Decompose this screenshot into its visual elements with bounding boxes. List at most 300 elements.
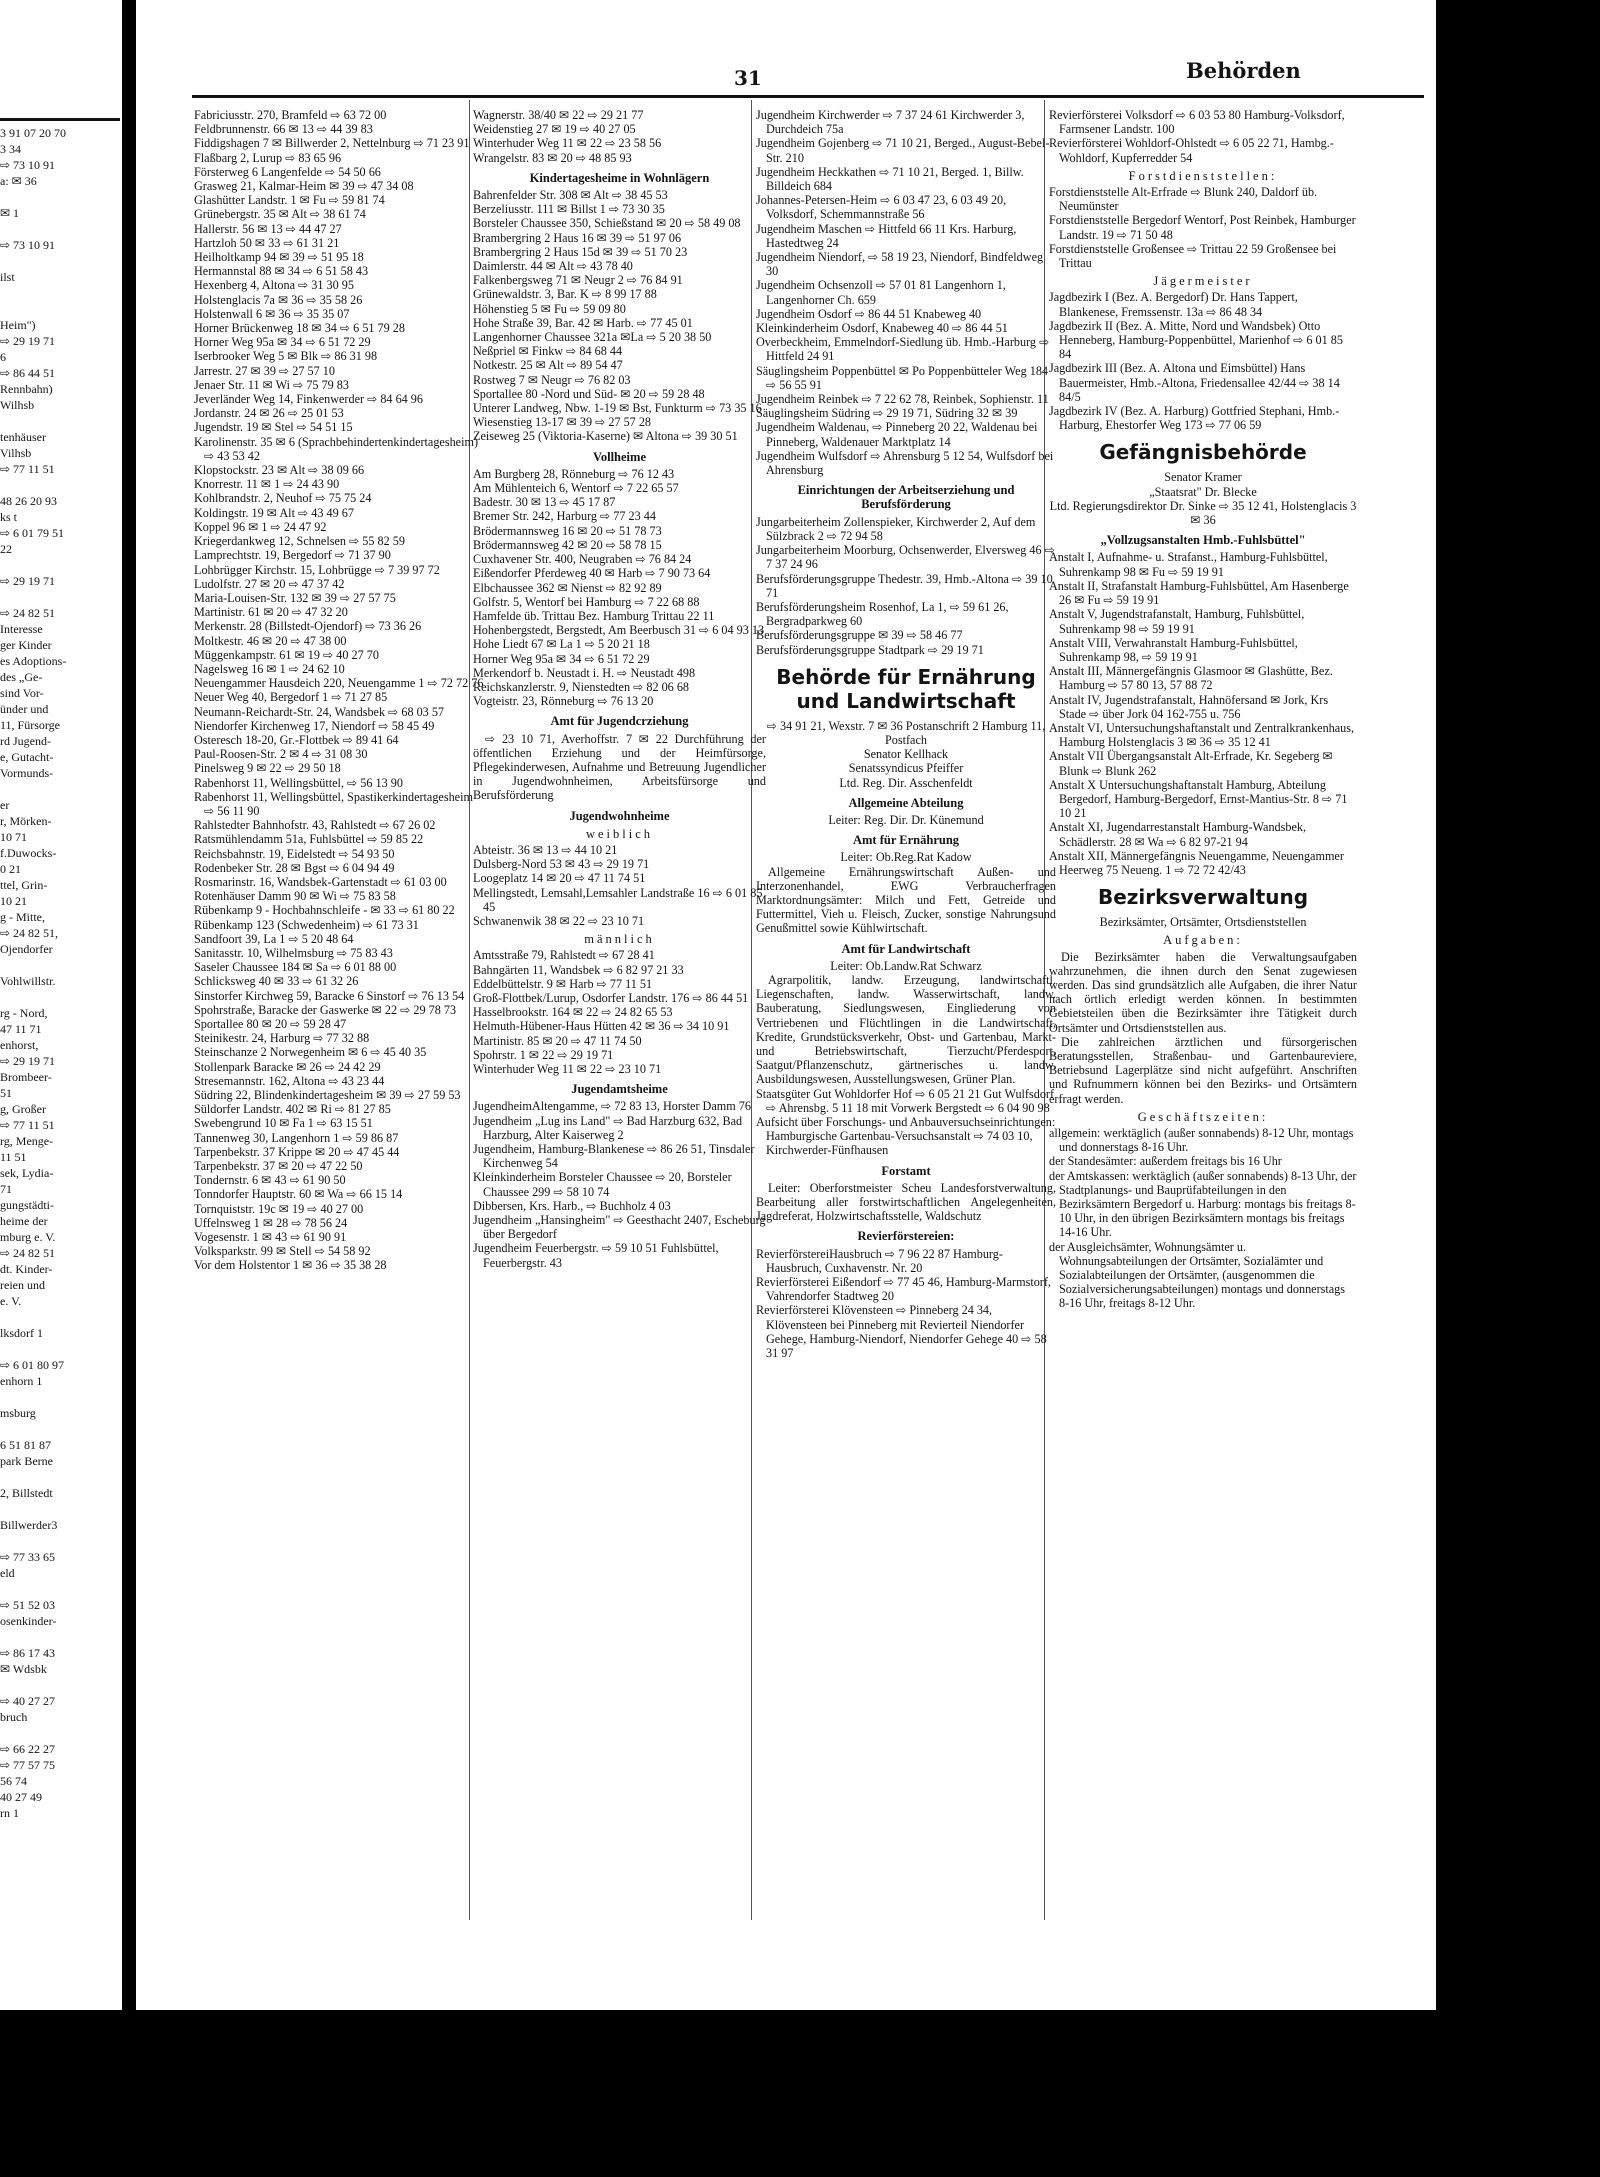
address-list — [473, 1099, 766, 1269]
left-strip-line — [0, 1629, 120, 1645]
address-entry: Eddelbüttelstr. 9 ✉ Harb ⇨ 77 11 51 — [473, 976, 653, 991]
address-list — [194, 108, 486, 1273]
address-entry: Fabriciusstr. 270, Bramfeld ⇨ 63 72 00 — [194, 108, 387, 122]
left-strip-line: ⇨ 6 01 79 51 — [0, 526, 65, 540]
address-entry: Jagdbezirk III (Bez. A. Altona und Eimsbüttel) Hans Bauermeister, Hmb.-Altona, Friedensallee 42/44 ⇨ 38 14 84/5 — [1049, 361, 1340, 404]
left-strip-line: ⇨ 77 11 51 — [0, 462, 55, 476]
left-strip-line: 6 51 81 87 — [0, 1438, 51, 1452]
left-strip-line: ⇨ 73 10 91 — [0, 158, 56, 172]
subsection-heading: männlich — [584, 932, 655, 947]
address-entry: Jugendheim Feuerbergstr. ⇨ 59 10 51 Fuhlsbüttel, Feuerbergstr. 43 — [473, 1241, 719, 1270]
description-paragraph: Agrarpolitik, landw. Erzeugung, landwirtschaftl. Liegenschaften, landw. Wasserwirtschaft, landw. Bauberatung, Siedlungswesen, Eingliederung von Vertriebenen und Flüchtlingen in die Landwirtschaft, Kredite, Grundstücksverkehr, Obst- und Gartenbau, Markt- und Betriebswirtschaft, Tierzucht/Pferdesport, Saatgut/Pflanzenschutz, gärtnerisches u. landw. Ausbildungswesen, Ausstellungswesen, Grüner Plan. — [756, 972, 1056, 1087]
left-strip-line: ünder und — [0, 702, 49, 716]
address-entry: Fiddigshagen 7 ✉ Billwerder 2, Nettelnburg ⇨ 71 23 91 — [194, 136, 470, 151]
left-strip-line: f.Duwocks- — [0, 846, 57, 860]
left-strip-line: Brombeer- — [0, 1070, 52, 1084]
address-entry: Ludolfstr. 27 ✉ 20 ⇨ 47 37 42 — [194, 576, 345, 591]
address-entry: Jugendheim Kirchwerder ⇨ 7 37 24 61 Kirchwerder 3, Durchdeich 75a — [756, 108, 1025, 137]
left-strip-line — [0, 413, 120, 429]
left-strip-line: ⇨ 29 19 71 — [0, 334, 56, 348]
address-entry: Jugendheim Wulfsdorf ⇨ Ahrensburg 5 12 54, Wulfsdorf bei Ahrensburg — [756, 448, 1054, 478]
address-entry: Brambergring 2 Haus 16 ✉ 39 ⇨ 51 97 06 — [473, 230, 682, 245]
address-entry: Klopstockstr. 23 ✉ Alt ⇨ 38 09 66 — [194, 463, 365, 478]
address-entry: Tondernstr. 6 ✉ 43 ⇨ 61 90 50 — [194, 1173, 346, 1188]
address-entry: Eißendorfer Pferdeweg 40 ✉ Harb ⇨ 7 90 73 64 — [473, 566, 711, 581]
address-entry: Jagdbezirk IV (Bez. A. Harburg) Gottfried Stephani, Hmb.-Harburg, Ehestorfer Weg 173 ⇨ 77 06 59 — [1049, 404, 1340, 433]
address-entry: Anstalt XII, Männergefängnis Neuengamme, Neuengammer Heerweg 75 Neueng. 1 ⇨ 72 72 42/43 — [1049, 848, 1344, 877]
address-entry: Am Mühlenteich 6, Wentorf ⇨ 7 22 65 57 — [473, 481, 679, 496]
address-entry: Anstalt I, Aufnahme- u. Strafanst., Hamburg-Fuhlsbüttel, Suhrenkamp 98 ✉ Fu ⇨ 59 19 91 — [1049, 550, 1328, 579]
left-strip-line: rd Jugend- — [0, 734, 51, 748]
address-entry: Neuer Weg 40, Bergedorf 1 ⇨ 71 27 85 — [194, 690, 388, 705]
subsection-heading: Aufgaben: — [1163, 933, 1243, 948]
left-strip-line: 10 71 — [0, 830, 27, 844]
address-entry: Hamfelde üb. Trittau Bez. Hamburg Trittau 22 11 — [473, 608, 715, 623]
section-heading: „Vollzugsanstalten Hmb.-Fuhlsbüttel" — [1100, 533, 1306, 548]
left-strip-line: 48 26 20 93 — [0, 494, 57, 508]
directory-page — [136, 0, 1436, 2010]
leader-line: Leiter: Ob.Landw.Rat Schwarz — [830, 958, 982, 973]
official-line: Senator Kramer — [1164, 470, 1242, 485]
address-entry: Säuglingsheim Poppenbüttel ✉ Po Poppenbütteler Weg 184 ⇨ 56 55 91 — [756, 363, 1049, 392]
left-strip-line: 11 51 — [0, 1150, 27, 1164]
address-list — [756, 108, 1056, 477]
scan-background — [0, 2010, 1600, 2177]
address-list — [473, 843, 766, 928]
address-entry: Heilholtkamp 94 ✉ 39 ⇨ 51 95 18 — [194, 250, 364, 265]
address-entry: Merkendorf b. Neustadt i. H. ⇨ Neustadt 498 — [473, 665, 696, 680]
address-entry: Revierförsterei Klövensteen ⇨ Pinneberg 24 34, Klövensteen bei Pinneberg mit Revierteil Niendorfer Gehege, Hamburg-Niendorf, Niendorfer Gehege 40 ⇨ 58 31 97 — [756, 1303, 1047, 1361]
left-strip-line — [0, 781, 120, 797]
address-entry: Zeiseweg 25 (Viktoria-Kaserne) ✉ Altona ⇨ 39 30 51 — [473, 429, 738, 444]
address-entry: Rotenhäuser Damm 90 ✉ Wi ⇨ 75 83 58 — [194, 889, 396, 904]
contact-line: ⇨ 34 91 21, Wexstr. 7 ✉ 36 Postanschrift 2 Hamburg 11, Postfach — [766, 718, 1046, 747]
address-entry: Koldingstr. 19 ✉ Alt ⇨ 43 49 67 — [194, 505, 354, 520]
address-entry: Staatsgüter Gut Wohldorfer Hof ⇨ 6 05 21 21 Gut Wulfsdorf ⇨ Ahrensbg. 5 11 18 mit Vorwerk Bergstedt ⇨ 6 04 90 98 — [756, 1086, 1055, 1115]
left-strip-line: 47 11 71 — [0, 1022, 42, 1036]
column-2 — [473, 108, 766, 1988]
section-heading: Allgemeine Abteilung — [848, 795, 964, 810]
address-entry: Vogteistr. 23, Rönneburg ⇨ 76 13 20 — [473, 694, 654, 709]
section-heading: Vollheime — [592, 449, 646, 464]
address-entry: Bahrenfelder Str. 308 ✉ Alt ⇨ 38 45 53 — [473, 188, 668, 203]
address-entry: Hallerstr. 56 ✉ 13 ⇨ 44 47 27 — [194, 221, 342, 236]
address-entry: Hohe Straße 39, Bar. 42 ✉ Harb. ⇨ 77 45 01 — [473, 315, 693, 330]
address-list — [1049, 290, 1357, 432]
address-list — [473, 108, 766, 165]
address-entry: Brödermannsweg 42 ✉ 20 ⇨ 58 78 15 — [473, 537, 662, 552]
address-entry: Berzeliusstr. 111 ✉ Billst 1 ⇨ 73 30 35 — [473, 202, 665, 217]
left-strip-line: rn 1 — [0, 1806, 19, 1820]
address-entry: Sinstorfer Kirchweg 59, Baracke 6 Sinstorf ⇨ 76 13 54 — [194, 988, 465, 1003]
address-entry: Reichsbahnstr. 19, Eidelstedt ⇨ 54 93 50 — [194, 846, 395, 861]
left-strip-line — [0, 1341, 120, 1357]
address-entry: Martinistr. 85 ✉ 20 ⇨ 47 11 74 50 — [473, 1033, 642, 1048]
address-entry: Berufsförderungsgruppe Stadtpark ⇨ 29 19 71 — [756, 642, 984, 657]
left-strip-line — [0, 301, 120, 317]
left-strip-line: ✉ Wdsbk — [0, 1662, 47, 1676]
left-strip-line: 2, Billstedt — [0, 1486, 53, 1500]
subsection-heading: Geschäftszeiten: — [1137, 1109, 1269, 1124]
left-strip-line — [0, 285, 120, 301]
address-entry: Nagelsweg 16 ✉ 1 ⇨ 24 62 10 — [194, 661, 345, 676]
address-entry: Jugendheim Gojenberg ⇨ 71 10 21, Berged., August-Bebel-Str. 210 — [756, 136, 1050, 165]
address-entry: Wagnerstr. 38/40 ✉ 22 ⇨ 29 21 77 — [473, 108, 644, 122]
address-entry: Loogeplatz 14 ✉ 20 ⇨ 47 11 74 51 — [473, 871, 646, 886]
address-entry: Jugendheim, Hamburg-Blankenese ⇨ 86 26 51, Tinsdaler Kirchenweg 54 — [473, 1142, 755, 1171]
description-paragraph: Die Bezirksämter haben die Verwaltungsaufgaben wahrzunehmen, die ihnen durch den Senat zugewiesen werden. Das sind grundsätzlich alle Aufgaben, die ihrer Natur nach örtlich erledigt werden können. In bestimmten Gebietsteilen üben die Bezirksämter ihre Tätigkeit durch Ortsämter und Ortsdienststellen aus. — [1049, 949, 1357, 1035]
address-entry: Hartzloh 50 ✉ 33 ⇨ 61 31 21 — [194, 235, 340, 250]
address-entry: Overbeckheim, Emmelndorf-Siedlung üb. Hmb.-Harburg ⇨ Hittfeld 24 91 — [756, 335, 1050, 364]
subsection-heading: weiblich — [585, 826, 654, 841]
column-3 — [756, 108, 1056, 1988]
left-strip-line: 10 21 — [0, 894, 27, 908]
address-entry: Stresemannstr. 162, Altona ⇨ 43 23 44 — [194, 1073, 385, 1088]
left-strip-line: es Adoptions- — [0, 654, 67, 668]
address-entry: RevierförstereiHausbruch ⇨ 7 96 22 87 Hamburg-Hausbruch, Cuxhavenstr. Nr. 20 — [756, 1246, 1003, 1275]
address-entry: Forstdienststelle Alt-Erfrade ⇨ Blunk 240, Daldorf üb. Neumünster — [1049, 185, 1318, 214]
address-entry: Unterer Landweg, Nbw. 1-19 ✉ Bst, Funkturm ⇨ 73 35 16 — [473, 401, 762, 416]
address-entry: Spohrstr. 1 ✉ 22 ⇨ 29 19 71 — [473, 1047, 614, 1062]
header-rule — [192, 95, 1424, 98]
address-entry: Winterhuder Weg 11 ✉ 22 ⇨ 23 58 56 — [473, 136, 662, 151]
address-entry: Rabenhorst 11, Wellingsbüttel, Spastikerkindertagesheim ⇨ 56 11 90 — [194, 789, 473, 818]
address-entry: Rübenkamp 123 (Schwedenheim) ⇨ 61 73 31 — [194, 917, 419, 932]
leader-line: Leiter: Reg. Dir. Dr. Künemund — [828, 812, 984, 827]
address-entry: Neßpriel ✉ Finkw ⇨ 84 68 44 — [473, 344, 623, 359]
left-strip-line: 56 74 — [0, 1774, 27, 1788]
left-page-text-strip — [0, 125, 120, 1821]
address-entry: Rosmarinstr. 16, Wandsbek-Gartenstadt ⇨ 61 03 00 — [194, 874, 447, 889]
left-strip-line: enhorn 1 — [0, 1374, 43, 1388]
left-strip-line: 71 — [0, 1182, 12, 1196]
left-strip-line: ⇨ 29 19 71 — [0, 574, 56, 588]
address-entry: Saseler Chaussee 184 ✉ Sa ⇨ 6 01 88 00 — [194, 960, 397, 975]
left-strip-line — [0, 1725, 120, 1741]
address-entry: Jugendheim „Lug ins Land" ⇨ Bad Harzburg 632, Bad Harzburg, Alter Kaiserweg 2 — [473, 1113, 743, 1142]
left-strip-line — [0, 477, 120, 493]
address-entry: Horner Weg 95a ✉ 34 ⇨ 6 51 72 29 — [194, 335, 371, 350]
section-heading: Jugendwohnheime — [569, 808, 670, 823]
address-entry: Revierförsterei Volksdorf ⇨ 6 03 53 80 Hamburg-Volksdorf, Farmsener Landstr. 100 — [1049, 108, 1345, 137]
address-entry: Rahlstedter Bahnhofstr. 43, Rahlstedt ⇨ 67 26 02 — [194, 818, 436, 833]
left-strip-line: eld — [0, 1566, 15, 1580]
address-entry: Jugendheim Waldenau, ⇨ Pinneberg 20 22, Waldenau bei Pinneberg, Waldenauer Marktplatz 14 — [756, 420, 1038, 449]
left-strip-line: ⇨ 86 44 51 — [0, 366, 56, 380]
left-strip-line: a: ✉ 36 — [0, 174, 37, 188]
address-entry: Bahngärten 11, Wandsbek ⇨ 6 82 97 21 33 — [473, 962, 684, 977]
section-heading: Amt für Jugendcrziehung — [550, 714, 689, 729]
left-strip-line: lksdorf 1 — [0, 1326, 43, 1340]
address-entry: Jenaer Str. 11 ✉ Wi ⇨ 75 79 83 — [194, 377, 349, 392]
address-entry: Berufsförderungsheim Rosenhof, La 1, ⇨ 59 61 26, Bergradparkweg 60 — [756, 599, 1009, 629]
section-heading: Amt für Ernährung — [852, 833, 960, 848]
left-strip-line: ⇨ 24 82 51 — [0, 1246, 56, 1260]
left-strip-line — [0, 1533, 120, 1549]
left-strip-line: er — [0, 798, 10, 812]
left-strip-line: ilst — [0, 270, 15, 284]
address-entry: Jugendheim Reinbek ⇨ 7 22 62 78, Reinbek, Sophienstr. 11 — [756, 392, 1049, 407]
subsection-heading: Forstdienststellen: — [1128, 168, 1278, 183]
address-entry: Forstdienststelle Großensee ⇨ Trittau 22 59 Großensee bei Trittau — [1049, 241, 1337, 271]
address-entry: Wiesenstieg 13-17 ✉ 39 ⇨ 27 57 28 — [473, 415, 652, 430]
subtitle-line: Bezirksämter, Ortsämter, Ortsdienststellen — [1099, 915, 1307, 930]
address-entry: Grünebergstr. 35 ✉ Alt ⇨ 38 61 74 — [194, 207, 366, 222]
left-strip-line: ⇨ 73 10 91 — [0, 238, 56, 252]
address-entry: Amtsstraße 79, Rahlstedt ⇨ 67 28 41 — [473, 948, 655, 963]
address-entry: Lamprechtstr. 19, Bergedorf ⇨ 71 37 90 — [194, 548, 391, 563]
address-entry: Am Burgberg 28, Rönneburg ⇨ 76 12 43 — [473, 466, 675, 481]
address-entry: Karolinenstr. 35 ✉ 6 (Sprachbehindertenkindertagesheim) ⇨ 43 53 42 — [194, 434, 479, 463]
address-entry: Höhenstieg 5 ✉ Fu ⇨ 59 09 80 — [473, 301, 626, 316]
address-entry: Grasweg 21, Kalmar-Heim ✉ 39 ⇨ 47 34 08 — [194, 179, 414, 194]
left-strip-line — [0, 957, 120, 973]
description-paragraph: ⇨ 23 10 71, Averhoffstr. 7 ✉ 22 Durchführung der öffentlichen Erziehung und der Heimfürsorge, Pflegekinderwesen, Aufnahme und Betreuung Jugendlicher in Jugendwohnheimen, Arbeitsfürsorge und Berufsförderung — [473, 731, 766, 803]
address-entry: Abteistr. 36 ✉ 13 ⇨ 44 10 21 — [473, 842, 618, 857]
left-strip-line — [0, 557, 120, 573]
left-strip-line — [0, 589, 120, 605]
address-entry: Jeverländer Weg 14, Finkenwerder ⇨ 84 64 96 — [194, 392, 423, 407]
left-strip-line: ⇨ 40 27 27 — [0, 1694, 56, 1708]
left-strip-line: Rennbahn) — [0, 382, 53, 396]
left-strip-line: r, Mörken- — [0, 814, 52, 828]
address-entry: der Amtskassen: werktäglich (außer sonnabends) 8-13 Uhr, der Stadtplanungs- und Bauprüfabteilungen in den Bezirksämtern Bergedorf u. Harburg: montags bis freitags 8-10 Uhr, in den übrigen Bezirksämtern montags bis freitags 14-16 Uhr. — [1049, 1168, 1357, 1240]
left-strip-line: dt. Kinder- — [0, 1262, 53, 1276]
left-strip-line: e, Gutacht- — [0, 750, 54, 764]
address-entry: Maria-Louisen-Str. 132 ✉ 39 ⇨ 27 57 75 — [194, 590, 396, 605]
left-page-rule — [0, 118, 120, 121]
official-line: „Staatsrat" Dr. Blecke — [1149, 484, 1257, 499]
address-entry: Winterhuder Weg 11 ✉ 22 ⇨ 23 10 71 — [473, 1062, 662, 1076]
address-entry: Jugendheim „Hansingheim" ⇨ Geesthacht 2407, Escheburg über Bergedorf — [473, 1213, 766, 1242]
left-strip-line: ⇨ 66 22 27 — [0, 1742, 56, 1756]
address-entry: Spohrstraße, Baracke der Gaswerke ✉ 22 ⇨ 29 78 73 — [194, 1002, 457, 1017]
left-page-edge — [0, 0, 122, 2010]
scan-background — [1436, 0, 1600, 2177]
official-line: Senatssyndicus Pfeiffer — [848, 761, 964, 776]
address-entry: Daimlerstr. 44 ✉ Alt ⇨ 43 78 40 — [473, 259, 633, 274]
address-entry: Rabenhorst 11, Wellingsbüttel, ⇨ 56 13 90 — [194, 775, 403, 790]
address-entry: Groß-Flottbek/Lurup, Osdorfer Landstr. 176 ⇨ 86 44 51 — [473, 990, 749, 1005]
left-strip-line: ✉ 1 — [0, 206, 20, 220]
address-entry: Holstenglacis 7a ✉ 36 ⇨ 35 58 26 — [194, 292, 363, 307]
address-list — [756, 1247, 1056, 1361]
address-entry: allgemein: werktäglich (außer sonnabends) 8-12 Uhr, montags und donnerstags 8-16 Uhr. — [1049, 1126, 1354, 1155]
left-strip-line: reien und — [0, 1278, 45, 1292]
address-entry: Horner Brückenweg 18 ✉ 34 ⇨ 6 51 79 28 — [194, 321, 405, 336]
address-entry: Jugendheim Heckkathen ⇨ 71 10 21, Berged. 1, Billw. Billdeich 684 — [756, 164, 1024, 194]
address-entry: Süldorfer Landstr. 402 ✉ Ri ⇨ 81 27 85 — [194, 1102, 391, 1117]
left-strip-line — [0, 1389, 120, 1405]
address-entry: Anstalt XI, Jugendarrestanstalt Hamburg-Wandsbek, Schädlerstr. 28 ✉ Wa ⇨ 6 82 97-21 94 — [1049, 820, 1307, 849]
left-strip-line: Heim") — [0, 318, 36, 332]
left-strip-line: 0 21 — [0, 862, 21, 876]
left-strip-line: tenhäuser — [0, 430, 46, 444]
address-entry: Kohlbrandstr. 2, Neuhof ⇨ 75 75 24 — [194, 491, 372, 506]
left-strip-line: ⇨ 77 57 75 — [0, 1758, 56, 1772]
address-entry: Tarpenbekstr. 37 ✉ 20 ⇨ 47 22 50 — [194, 1159, 363, 1174]
left-strip-line: ⇨ 77 11 51 — [0, 1118, 55, 1132]
address-entry: Horner Weg 95a ✉ 34 ⇨ 6 51 72 29 — [473, 651, 650, 666]
address-entry: Tannenweg 30, Langenhorn 1 ⇨ 59 86 87 — [194, 1130, 399, 1145]
address-list — [473, 188, 766, 444]
address-entry: Revierförsterei Eißendorf ⇨ 77 45 46, Hamburg-Marmstorf, Vahrendorfer Stadtweg 20 — [756, 1275, 1051, 1304]
address-entry: Pinelsweg 9 ✉ 22 ⇨ 29 50 18 — [194, 761, 341, 776]
address-entry: Flaßbarg 2, Lurup ⇨ 83 65 96 — [194, 150, 342, 165]
left-strip-line: ⇨ 24 82 51, — [0, 926, 59, 940]
address-list — [473, 467, 766, 708]
left-strip-line — [0, 1677, 120, 1693]
left-strip-line: sind Vor- — [0, 686, 44, 700]
left-strip-line: park Berne — [0, 1454, 53, 1468]
address-entry: Golfstr. 5, Wentorf bei Hamburg ⇨ 7 22 68 88 — [473, 594, 700, 609]
address-entry: Falkenbergsweg 71 ✉ Neugr 2 ⇨ 76 84 91 — [473, 273, 683, 288]
address-entry: Südring 22, Blindenkindertagesheim ✉ 39 ⇨ 27 59 53 — [194, 1088, 461, 1103]
address-entry: Jungarbeiterheim Moorburg, Ochsenwerder, Elversweg 46 ⇨ 7 37 24 96 — [756, 543, 1055, 572]
subsection-heading: Jägermeister — [1153, 274, 1253, 289]
left-strip-line — [0, 189, 120, 205]
address-entry: Jugendheim Niendorf, ⇨ 58 19 23, Niendorf, Bindfeldweg 30 — [756, 250, 1044, 279]
address-entry: Vogesenstr. 1 ✉ 43 ⇨ 61 90 91 — [194, 1230, 347, 1245]
address-entry: Brödermannsweg 16 ✉ 20 ⇨ 51 78 73 — [473, 523, 662, 538]
left-strip-line: rg, Menge- — [0, 1134, 54, 1148]
address-entry: Stollenpark Baracke ✉ 26 ⇨ 24 42 29 — [194, 1059, 381, 1074]
address-entry: Rostweg 7 ✉ Neugr ⇨ 76 82 03 — [473, 372, 631, 387]
address-entry: Försterweg 6 Langenfelde ⇨ 54 50 66 — [194, 164, 381, 179]
address-entry: Kleinkinderheim Osdorf, Knabeweg 40 ⇨ 86 44 51 — [756, 321, 1008, 336]
left-strip-line: 3 91 07 20 70 — [0, 126, 66, 140]
book-gutter — [122, 0, 136, 2177]
address-entry: Rübenkamp 9 - Hochbahnschleife - ✉ 33 ⇨ 61 80 22 — [194, 903, 455, 918]
left-strip-line: Wilhsb — [0, 398, 35, 412]
address-entry: Anstalt III, Männergefängnis Glasmoor ✉ Glashütte, Bez. Hamburg ⇨ 57 80 13, 57 88 72 — [1049, 664, 1333, 693]
official-line: Ltd. Regierungsdirektor Dr. Sinke ⇨ 35 12 41, Holstenglacis 3 ✉ 36 — [1049, 498, 1357, 528]
address-entry: Rodenbeker Str. 28 ✉ Bgst ⇨ 6 04 94 49 — [194, 860, 395, 875]
official-line: Ltd. Reg. Dir. Asschenfeldt — [839, 775, 973, 790]
left-strip-line: bruch — [0, 1710, 28, 1724]
left-strip-line — [0, 1421, 120, 1437]
address-entry: Feldbrunnenstr. 66 ✉ 13 ⇨ 44 39 83 — [194, 122, 373, 137]
address-list — [1049, 550, 1357, 877]
address-entry: Schwanenwik 38 ✉ 22 ⇨ 23 10 71 — [473, 913, 645, 928]
address-entry: Aufsicht über Forschungs- und Anbauversuchseinrichtungen: Hamburgische Gartenbau-Versuchsanstalt ⇨ 74 03 10, Kirchwerder-Fünfhausen — [756, 1115, 1056, 1158]
address-entry: Glashütter Landstr. 1 ✉ Fu ⇨ 59 81 74 — [194, 193, 385, 208]
address-entry: Hasselbrookstr. 164 ✉ 22 ⇨ 24 82 65 53 — [473, 1005, 673, 1020]
address-list — [1049, 108, 1357, 165]
address-entry: Langenhorner Chaussee 321a ✉La ⇨ 5 20 38 50 — [473, 330, 712, 345]
address-entry: Anstalt VI, Untersuchungshaftanstalt und Zentralkrankenhaus, Hamburg Holstenglacis 3 ✉ 36 ⇨ 35 12 41 — [1049, 720, 1355, 750]
address-list — [473, 948, 766, 1076]
address-entry: Hohe Liedt 67 ✉ La 1 ⇨ 5 20 21 18 — [473, 637, 650, 652]
address-entry: Badestr. 30 ✉ 13 ⇨ 45 17 87 — [473, 495, 616, 510]
section-heading: Amt für Landwirtschaft — [841, 941, 971, 956]
left-strip-line: Vormunds- — [0, 766, 54, 780]
address-entry: Uffelnsweg 1 ✉ 28 ⇨ 78 56 24 — [194, 1215, 348, 1230]
address-entry: Holstenwall 6 ✉ 36 ⇨ 35 35 07 — [194, 306, 350, 321]
address-entry: Brambergring 2 Haus 15d ✉ 39 ⇨ 51 70 23 — [473, 244, 688, 259]
address-entry: Steinschanze 2 Norwegenheim ✉ 6 ⇨ 45 40 35 — [194, 1045, 427, 1060]
address-entry: Neumann-Reichardt-Str. 24, Wandsbek ⇨ 68 03 57 — [194, 704, 445, 719]
address-entry: Jagdbezirk I (Bez. A. Bergedorf) Dr. Hans Tappert, Blankenese, Fremssenstr. 13a ⇨ 86 48 34 — [1049, 290, 1298, 319]
left-strip-line: Interesse — [0, 622, 43, 636]
left-strip-line: Vohlwillstr. — [0, 974, 56, 988]
column-4 — [1049, 108, 1357, 1988]
left-strip-line — [0, 1501, 120, 1517]
address-entry: Müggenkampstr. 61 ✉ 19 ⇨ 40 27 70 — [194, 647, 379, 662]
section-title: Behörden — [1186, 58, 1301, 83]
address-entry: Knorrestr. 11 ✉ 1 ⇨ 24 43 90 — [194, 477, 340, 492]
address-entry: Jugendheim Osdorf ⇨ 86 44 51 Knabeweg 40 — [756, 306, 982, 321]
left-strip-line: ger Kinder — [0, 638, 52, 652]
address-entry: Tarpenbekstr. 37 Krippe ✉ 20 ⇨ 47 45 44 — [194, 1144, 400, 1159]
left-strip-line: 40 27 49 — [0, 1790, 42, 1804]
left-strip-line: e. V. — [0, 1294, 22, 1308]
address-entry: Revierförsterei Wohldorf-Ohlstedt ⇨ 6 05 22 71, Hambg.-Wohldorf, Kupferredder 54 — [1049, 136, 1334, 165]
page-number: 31 — [734, 66, 762, 90]
left-strip-line — [0, 1469, 120, 1485]
address-entry: Volksparkstr. 99 ✉ Stell ⇨ 54 58 92 — [194, 1244, 371, 1259]
leader-line: Leiter: Ob.Reg.Rat Kadow — [840, 850, 972, 865]
address-entry: Sandfoort 39, La 1 ⇨ 5 20 48 64 — [194, 931, 354, 946]
left-strip-line: ⇨ 77 33 65 — [0, 1550, 56, 1564]
section-heading: Jugendamtsheime — [571, 1082, 668, 1097]
address-entry: Dulsberg-Nord 53 ✉ 43 ⇨ 29 19 71 — [473, 857, 650, 872]
address-entry: Reichskanzlerstr. 9, Nienstedten ⇨ 82 06 68 — [473, 679, 690, 694]
address-entry: Neuengammer Hausdeich 220, Neuengamme 1 ⇨ 72 72 76 — [194, 676, 484, 691]
address-entry: Jugendstr. 19 ✉ Stel ⇨ 54 51 15 — [194, 420, 353, 435]
address-entry: Tonndorfer Hauptstr. 60 ✉ Wa ⇨ 66 15 14 — [194, 1187, 403, 1202]
left-strip-line — [0, 989, 120, 1005]
left-strip-line: ⇨ 29 19 71 — [0, 1054, 56, 1068]
address-entry: Tornquiststr. 19c ✉ 19 ⇨ 40 27 00 — [194, 1201, 364, 1216]
address-entry: Paul-Roosen-Str. 2 ✉ 4 ⇨ 31 08 30 — [194, 747, 368, 762]
address-entry: Martinistr. 61 ✉ 20 ⇨ 47 32 20 — [194, 605, 348, 620]
address-entry: JugendheimAltengamme, ⇨ 72 83 13, Horster Damm 76 — [473, 1099, 751, 1114]
address-entry: Anstalt X Untersuchungshaftanstalt Hamburg, Abteilung Bergedorf, Hamburg-Bergedorf, Ernst-Mantius-Str. 8 ⇨ 71 10 21 — [1049, 777, 1348, 821]
address-entry: Weidenstieg 27 ✉ 19 ⇨ 40 27 05 — [473, 122, 636, 137]
authority-heading: Gefängnisbehörde — [1099, 440, 1307, 465]
address-entry: Hexenberg 4, Altona ⇨ 31 30 95 — [194, 278, 354, 293]
address-entry: Sanitasstr. 10, Wilhelmsburg ⇨ 75 83 43 — [194, 945, 393, 960]
address-entry: Ratsmühlendamm 51a, Fuhlsbüttel ⇨ 59 85 22 — [194, 832, 424, 847]
left-strip-line: 6 — [0, 350, 6, 364]
address-entry: Koppel 96 ✉ 1 ⇨ 24 47 92 — [194, 519, 327, 534]
address-entry: Kleinkinderheim Borsteler Chaussee ⇨ 20, Borsteler Chaussee 299 ⇨ 58 10 74 — [473, 1170, 732, 1199]
address-entry: Säuglingsheim Südring ⇨ 29 19 71, Südring 32 ✉ 39 — [756, 406, 1018, 421]
address-entry: Hermannstal 88 ✉ 34 ⇨ 6 51 58 43 — [194, 264, 369, 279]
address-entry: Iserbrooker Weg 5 ✉ Blk ⇨ 86 31 98 — [194, 349, 378, 364]
address-entry: Merkenstr. 28 (Billstedt-Ojendorf) ⇨ 73 36 26 — [194, 619, 422, 634]
left-strip-line: ⇨ 51 52 03 — [0, 1598, 56, 1612]
address-entry: Anstalt IV, Jugendstrafanstalt, Hahnöfersand ✉ Jork, Krs Stade ⇨ über Jork 04 162-755 u. 756 — [1049, 692, 1329, 721]
left-strip-line — [0, 253, 120, 269]
left-strip-line: rg - Nord, — [0, 1006, 48, 1020]
left-strip-line: osenkinder- — [0, 1614, 57, 1628]
left-strip-line: ⇨ 86 17 43 — [0, 1646, 56, 1660]
description-paragraph: Leiter: Oberforstmeister Scheu Landesforstverwaltung, Bearbeitung aller forstwirtschaftlichen Angelegenheiten, Jagdreferat, Holzwirtschaftsstelle, Waldschutz — [756, 1180, 1056, 1224]
left-strip-line: heime der — [0, 1214, 48, 1228]
left-strip-line: g - Mitte, — [0, 910, 45, 924]
address-entry: Jungarbeiterheim Zollenspieker, Kirchwerder 2, Auf dem Sülzbrack 2 ⇨ 72 94 58 — [756, 514, 1036, 543]
address-list — [1049, 185, 1357, 270]
left-strip-line: Ojendorfer — [0, 942, 53, 956]
left-strip-line: Vilhsb — [0, 446, 32, 460]
left-strip-line: 51 — [0, 1086, 12, 1100]
left-strip-line: msburg — [0, 1406, 36, 1420]
left-strip-line: sek, Lydia- — [0, 1166, 54, 1180]
address-entry: Berufsförderungsgruppe Thedestr. 39, Hmb.-Altona ⇨ 39 10 71 — [756, 571, 1053, 600]
address-entry: Sportallee 80 ✉ 20 ⇨ 59 28 47 — [194, 1017, 347, 1031]
